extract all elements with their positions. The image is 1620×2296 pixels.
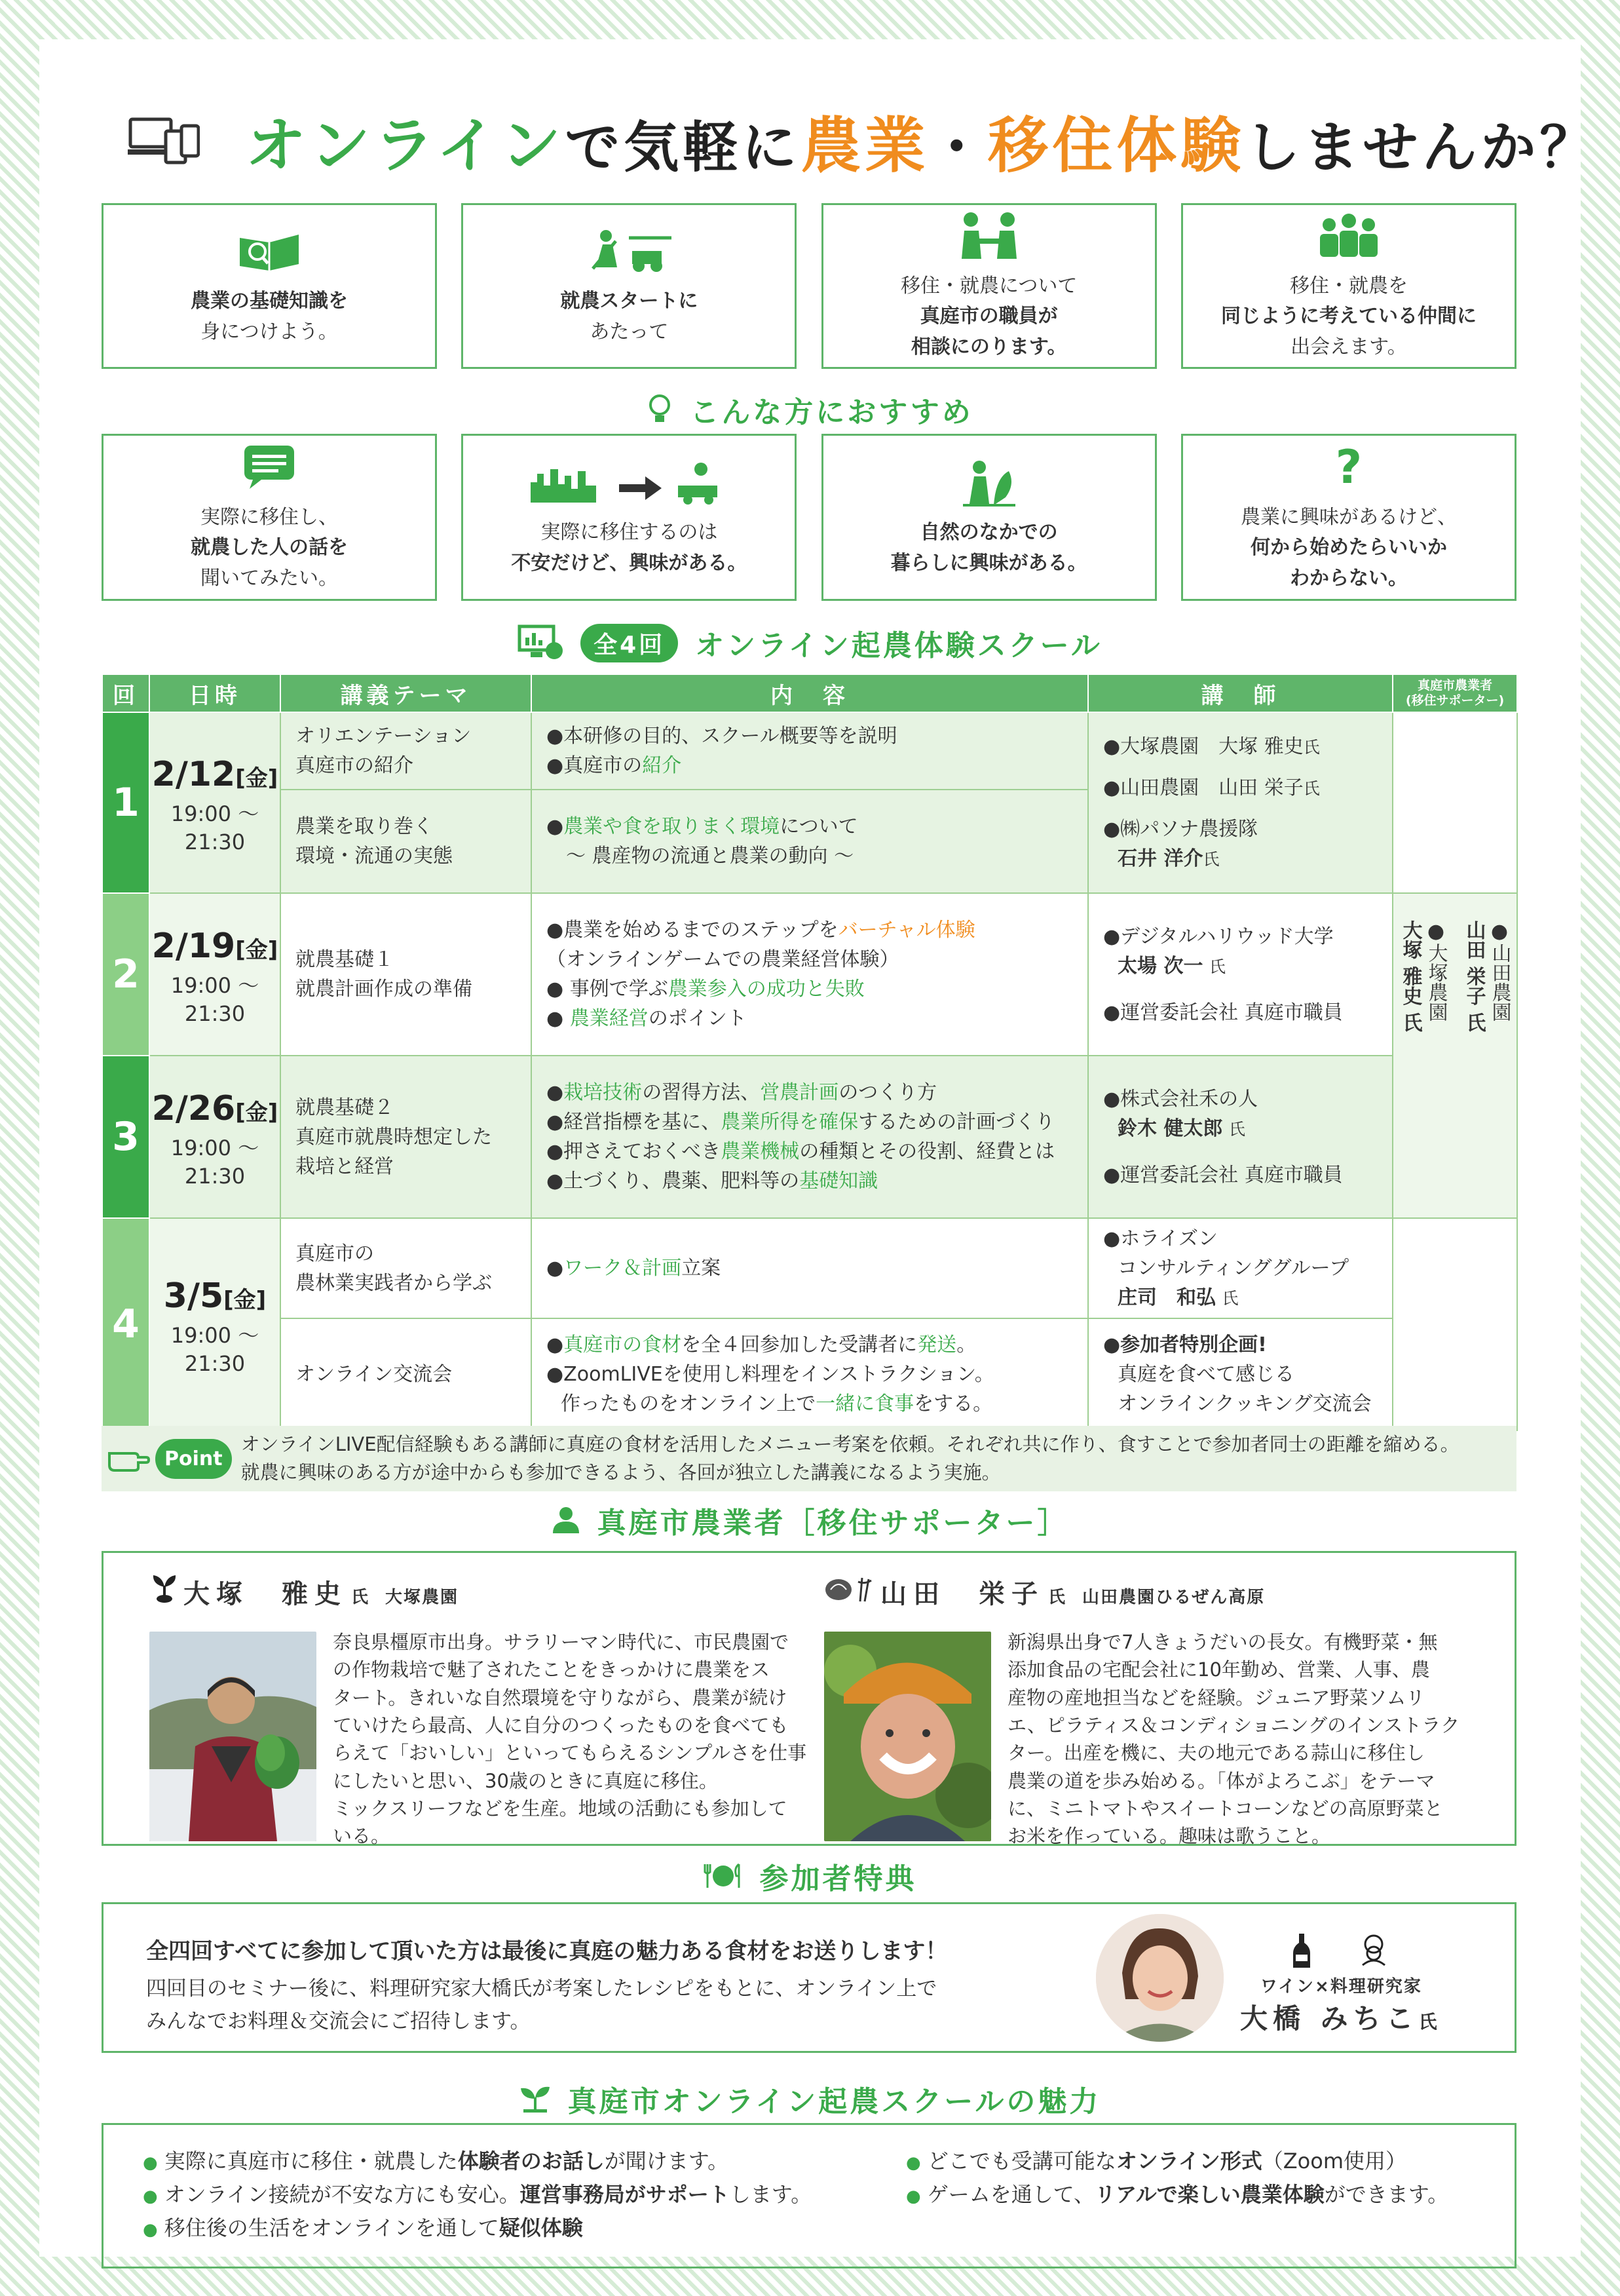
honorific: 氏 [1222, 1289, 1239, 1308]
session-content [531, 1218, 1088, 1318]
farmer-photo-otsuka [149, 1632, 316, 1841]
session-date: 2/19[金] 19:00 〜 21:30 [149, 893, 280, 1056]
content-highlight: ワーク＆計画 [563, 1257, 682, 1280]
session-time-end: 21:30 [184, 1351, 246, 1376]
content-line: ●ZoomLIVEを使用し料理をインストラクション。 [546, 1363, 994, 1386]
content-line: の習得方法、 [642, 1081, 761, 1104]
content-line: ●土づくり、農薬、肥料等の [546, 1170, 800, 1193]
content-highlight: 基礎知識 [799, 1170, 878, 1193]
recommend-2-line-2: 不安だけど、興味がある。 [511, 551, 747, 575]
session-content [531, 712, 1088, 790]
recommend-1-line-2: 就農した人の話を [191, 536, 348, 560]
feature-card [1181, 203, 1516, 369]
lecturer-org: ●運営委託会社 真庭市職員 [1103, 1001, 1343, 1024]
list-item [143, 2145, 812, 2178]
feature-3-line-1: 移住・就農について [900, 274, 1078, 297]
content-line: ● [546, 815, 564, 838]
school-heading [39, 620, 1581, 666]
recommend-card [102, 434, 437, 601]
header-supporter [1393, 674, 1517, 712]
list-item [143, 2211, 812, 2245]
charm-text: オンライン接続が不安な方にも安心。 [164, 2182, 520, 2208]
farmer-bio-otsuka [333, 1628, 831, 1850]
cabbage-icon [824, 1573, 876, 1603]
content-line: ●農業を始めるまでのステップを [546, 919, 838, 942]
feature-1-line-1: 農業の基礎知識を [191, 290, 348, 313]
content-line: ●真庭市の [546, 754, 643, 777]
bio-line: ター。出産を機に、夫の地元である蒜山に移住し [1008, 1742, 1425, 1765]
session-date-value: 2/26 [151, 1088, 236, 1128]
feature-card [461, 203, 797, 369]
table-row [102, 712, 1517, 790]
session-time-end: 21:30 [184, 830, 246, 854]
wine-bottle-icon [1292, 1934, 1311, 1969]
supporter-name: 大塚 雅史 氏 [1399, 920, 1422, 1032]
theme-line: 就農基礎１ [295, 948, 394, 971]
feature-card [102, 203, 437, 369]
recommend-row [102, 434, 1516, 601]
farmer-photo-yamada [824, 1632, 991, 1841]
session-number: 1 [102, 712, 149, 893]
dining-icon [704, 1862, 743, 1890]
bio-line: お米を作っている。趣味は歌うこと。 [1008, 1825, 1331, 1848]
lecturer-org: ●㈱パソナ農援隊 [1103, 818, 1258, 841]
benefit-line: 四回目のセミナー後に、料理研究家大橋氏が考案したレシピをもとに、オンライン上で [146, 1977, 937, 2001]
farmers-heading [39, 1497, 1581, 1543]
list-item [906, 2145, 1448, 2178]
recommend-1-line-3: 聞いてみたい。 [200, 566, 338, 590]
lecturer-name: 庄司 和弘 [1118, 1286, 1216, 1309]
question-mark: ? [1335, 440, 1363, 494]
lecturer-org: ●運営委託会社 真庭市職員 [1103, 1163, 1343, 1187]
special-event-line: オンラインクッキング交流会 [1118, 1392, 1372, 1415]
feature-4-line-2: 同じように考えている仲間に [1220, 305, 1477, 328]
charm-heading [39, 2077, 1581, 2120]
table-row [102, 1056, 1517, 1218]
session-time-end: 21:30 [184, 1164, 246, 1189]
group-icon [1316, 210, 1382, 262]
title-end: しませんか？ [1245, 115, 1599, 180]
content-line: ● 事例で学ぶ [546, 978, 668, 1001]
farmer-profile-otsuka [149, 1573, 824, 1848]
title-migration: 移住体験 [988, 111, 1245, 181]
benefit-heading [39, 1854, 1581, 1897]
point-note [102, 1426, 1516, 1491]
content-line: ●押さえておくべき [546, 1140, 721, 1163]
chef-icon [1357, 1934, 1390, 1966]
content-line: の種類とその役割、経費とは [799, 1140, 1055, 1163]
content-line: ● [546, 1081, 564, 1104]
session-theme [280, 790, 531, 893]
lecturer-org: ●デジタルハリウッド大学 [1103, 925, 1334, 948]
pointing-hand-icon [108, 1445, 150, 1472]
title-agriculture: 農業 [801, 111, 930, 181]
supporter-yamada [1461, 920, 1513, 1191]
bio-line: エ、ピラティス＆コンディショニングのインストラク [1008, 1713, 1460, 1736]
question-icon [1336, 441, 1363, 493]
devices-icon [128, 111, 200, 170]
session-date-value: 2/19 [151, 926, 236, 966]
session-content [531, 1056, 1088, 1218]
charm-box [102, 2123, 1516, 2268]
session-weekday: 金 [233, 1286, 256, 1313]
theme-line: 真庭市の [295, 1242, 374, 1265]
farming-start-icon [583, 225, 675, 277]
supporter-farm: ●大塚農園 [1424, 920, 1448, 1022]
special-event-line: 真庭を食べて感じる [1118, 1363, 1294, 1386]
benefit-line: みんなでお料理＆交流会にご招待します。 [146, 2009, 531, 2033]
page-title [128, 102, 1599, 181]
recommend-3-line-2: 暮らしに興味がある。 [890, 551, 1087, 575]
honorific: 氏 [1209, 957, 1226, 976]
special-event: ●参加者特別企画! [1103, 1333, 1267, 1356]
feature-3-line-2: 真庭市の職員が [920, 305, 1058, 328]
lecturer-org: ●株式会社禾の人 [1103, 1087, 1258, 1111]
charm-text: ゲームを通して、 [927, 2182, 1095, 2208]
content-line: するための計画づくり [858, 1111, 1055, 1134]
bio-line: 産物の産地担当などを経験。ジュニア野菜ソムリ [1008, 1686, 1425, 1709]
session-date: 3/5[金] 19:00 〜 21:30 [149, 1218, 280, 1430]
feature-4-line-3: 出会えます。 [1290, 335, 1407, 358]
theme-line: 栽培と経営 [295, 1155, 394, 1178]
recommend-card [461, 434, 797, 601]
session-time-start: 19:00 〜 [170, 972, 259, 998]
charm-text: （Zoom使用） [1262, 2149, 1407, 2173]
header-content: 内 容 [531, 674, 1088, 712]
honorific: 氏 [1418, 2011, 1442, 2033]
charm-strong: 体験者のお話し [457, 2149, 605, 2173]
vegetable-icon [149, 1573, 179, 1603]
content-line: のポイント [648, 1007, 747, 1030]
content-highlight: 農業機械 [721, 1140, 800, 1163]
honorific: 氏 [1303, 738, 1320, 757]
supporter-cell [1393, 1218, 1517, 1430]
lecturer-name: ●山田農園 山田 栄子 [1103, 776, 1304, 799]
bio-line: タート。きれいな自然環境を守りながら、農業が続け [333, 1686, 787, 1709]
lecturer-org: コンサルティンググループ [1118, 1257, 1349, 1280]
person-icon [552, 1506, 580, 1535]
session-weekday: 金 [245, 1099, 268, 1126]
content-highlight: 紹介 [642, 754, 682, 777]
content-highlight: 栽培技術 [563, 1081, 643, 1104]
recommend-4-line-1: 農業に興味があるけど、 [1240, 505, 1457, 529]
point-line-2: 就農に興味のある方が途中からも参加できるよう、各回が独立した講義になるよう実施。 [240, 1461, 1001, 1483]
farmer-profile-yamada [824, 1573, 1499, 1848]
honorific: 氏 [1303, 779, 1320, 798]
theme-line: 真庭市就農時想定した [295, 1125, 492, 1149]
school-badge: 全4回 [580, 624, 678, 662]
session-lecturers [1088, 1218, 1393, 1318]
chat-icon [243, 441, 295, 493]
farmer-bio-yamada [1008, 1628, 1505, 1850]
theme-line: 真庭市の紹介 [295, 754, 413, 777]
theme-line: 就農基礎２ [295, 1096, 394, 1119]
bio-line: らえて「おいしい」といってもらえるシンプルさを仕事 [333, 1742, 807, 1765]
lecturer-name: ●大塚農園 大塚 雅史 [1103, 735, 1304, 758]
session-content [531, 1318, 1088, 1430]
header-lecturer: 講 師 [1088, 674, 1393, 712]
session-weekday: 金 [245, 765, 268, 792]
chef-name: 大橋 みちこ [1240, 2002, 1419, 2035]
session-lecturers [1088, 712, 1393, 893]
features-row [102, 203, 1516, 369]
sprout-icon [519, 2084, 551, 2113]
session-theme [280, 1218, 531, 1318]
session-date-value: 3/5 [163, 1276, 224, 1316]
content-line: 作ったものをオンライン上で [561, 1392, 816, 1415]
list-item [906, 2178, 1448, 2211]
schedule-table [102, 674, 1518, 1431]
title-dot: ・ [929, 115, 989, 180]
theme-line: 就農計画作成の準備 [295, 978, 472, 1001]
content-highlight: 農業経営 [569, 1007, 649, 1030]
charm-list-right [906, 2145, 1448, 2211]
table-row [102, 893, 1517, 1056]
header-datetime: 日時 [149, 674, 280, 712]
bio-line: ていけたら最高、人に自分のつくったものを食べても [333, 1713, 789, 1736]
benefit-box [102, 1902, 1516, 2053]
session-lecturers [1088, 1056, 1393, 1218]
farmer-name: 山田 栄子 [880, 1579, 1044, 1609]
feature-4-line-1: 移住・就農を [1289, 274, 1408, 297]
book-icon [236, 225, 302, 277]
supporter-cell [1393, 712, 1517, 893]
session-content [531, 893, 1088, 1056]
content-highlight: 農業参入の成功と失敗 [668, 978, 865, 1001]
content-line: （オンラインゲームでの農業経営体験） [546, 948, 899, 971]
lecturer-name: 鈴木 健太郎 [1118, 1117, 1223, 1140]
honorific: 氏 [1203, 850, 1220, 869]
online-lesson-icon [518, 623, 563, 662]
theme-line: 環境・流通の実態 [295, 845, 453, 868]
charm-text: 移住後の生活をオンラインを通して [164, 2215, 499, 2241]
content-line: について [780, 815, 858, 838]
charm-strong: 疑似体験 [499, 2215, 583, 2241]
supporter-name: 山田 栄子 氏 [1462, 920, 1486, 1032]
theme-line: 農業を取り巻く [295, 815, 433, 838]
charm-strong: リアルで楽しい農業体験 [1095, 2182, 1325, 2208]
charm-text: が聞けます。 [604, 2149, 729, 2173]
lecturer-name: 石井 洋介 [1118, 847, 1203, 870]
session-number: 4 [102, 1218, 149, 1430]
bio-line: にしたいと思い、30歳のときに真庭に移住。 [333, 1769, 718, 1792]
point-line-1: オンラインLIVE配信経験もある講師に真庭の食材を活用したメニュー考案を依頼。それぞれ共に作り、食すことで参加者同士の距離を縮める。 [240, 1432, 1460, 1455]
recommend-card [1181, 434, 1516, 601]
session-theme [280, 893, 531, 1056]
recommend-heading [39, 390, 1581, 429]
title-online: オンライン [246, 111, 565, 181]
bio-line: 新潟県出身で7人きょうだいの長女。有機野菜・無 [1008, 1631, 1438, 1653]
session-weekday: 金 [245, 936, 268, 963]
charm-text: ができます。 [1324, 2182, 1449, 2208]
point-badge: Point [155, 1439, 232, 1479]
charm-strong: 運営事務局がサポート [519, 2182, 730, 2208]
content-highlight: 発送 [917, 1333, 957, 1356]
content-line: ●本研修の目的、スクール概要等を説明 [546, 725, 897, 748]
content-highlight: 農業や食を取りまく環境 [563, 815, 780, 838]
benefit-lead: 全四回すべてに参加して頂いた方は最後に真庭の魅力ある食材をお送りします！ [146, 1938, 948, 1964]
session-number: 3 [102, 1056, 149, 1218]
bio-line: に、ミニトマトやスイートコーンなどの高原野菜と [1008, 1797, 1443, 1820]
consult-icon [956, 210, 1022, 262]
table-row [102, 1218, 1517, 1318]
session-content [531, 790, 1088, 893]
recommend-2-line-1: 実際に移住するのは [540, 521, 718, 544]
feature-2-line-1: 就農スタートに [560, 290, 698, 313]
bio-line: 奈良県橿原市出身。サラリーマン時代に、市民農園で [333, 1631, 789, 1653]
lecturer-name: 太場 次一 [1118, 954, 1203, 978]
city-to-farm-icon [531, 456, 727, 508]
supporter-cell [1393, 893, 1517, 1218]
recommend-card [821, 434, 1157, 601]
session-time-end: 21:30 [184, 1001, 246, 1026]
session-time-start: 19:00 〜 [170, 1322, 259, 1348]
school-title: オンライン起農体験スクール [695, 629, 1102, 662]
recommend-4-line-2: 何から始めたらいいか [1250, 536, 1447, 560]
content-line: 。 [956, 1333, 977, 1356]
bio-line: 添加食品の宅配会社に10年勤め、営業、人事、農 [1008, 1658, 1430, 1681]
chef-info [1240, 1934, 1442, 2037]
session-date: 2/26[金] 19:00 〜 21:30 [149, 1056, 280, 1218]
content-line: 〜 農産物の流通と農業の動向 〜 [546, 845, 854, 868]
header-theme: 講義テーマ [280, 674, 531, 712]
content-line: 立案 [681, 1257, 721, 1280]
farm-name: 大塚農園 [385, 1588, 459, 1607]
honorific: 氏 [1048, 1588, 1067, 1607]
lightbulb-icon [647, 393, 673, 426]
charm-list-left [143, 2145, 812, 2246]
feature-3-line-3: 相談にのります。 [911, 335, 1067, 358]
content-line: をする。 [914, 1392, 993, 1415]
content-highlight: バーチャル体験 [838, 919, 975, 942]
feature-2-line-2: あたって [590, 320, 669, 343]
table-header [102, 674, 1517, 712]
session-date: 2/12[金] 19:00 〜 21:30 [149, 712, 280, 893]
content-highlight: 農業所得を確保 [721, 1111, 859, 1134]
theme-line: 農林業実践者から学ぶ [295, 1271, 492, 1295]
session-lecturers [1088, 1318, 1393, 1430]
header-supporter-line-2: (移住サポーター) [1405, 693, 1505, 708]
bio-line: ミックスリーフなどを生産。地域の活動にも参加して [333, 1797, 787, 1820]
charm-text: 実際に真庭市に移住・就農した [164, 2149, 458, 2173]
session-time-start: 19:00 〜 [170, 801, 259, 826]
feature-card [821, 203, 1157, 369]
farm-name: 山田農園ひるぜん高原 [1082, 1588, 1266, 1607]
theme-line: オリエンテーション [295, 725, 472, 748]
charm-title: 真庭市オンライン起農スクールの魅力 [567, 2084, 1101, 2118]
content-highlight: 真庭市の食材 [563, 1333, 682, 1356]
content-line: ●経営指標を基に、 [546, 1111, 721, 1134]
recommend-4-line-3: わからない。 [1289, 566, 1408, 590]
content-highlight: 一緒に食事 [816, 1392, 914, 1415]
title-part: で気軽に [565, 115, 801, 180]
nature-icon [960, 456, 1019, 508]
supporter-otsuka [1398, 920, 1449, 1191]
bio-line: いる。 [333, 1825, 390, 1848]
chef-photo [1096, 1914, 1224, 2042]
session-number: 2 [102, 893, 149, 1056]
content-line: ● [546, 1257, 564, 1280]
benefit-title: 参加者特典 [759, 1862, 917, 1896]
chef-role: ワイン×料理研究家 [1260, 1977, 1422, 1997]
content-line: ● [546, 1333, 564, 1356]
farmers-box [102, 1551, 1516, 1846]
recommend-title: こんな方におすすめ [690, 396, 973, 429]
lecturer-org: ●ホライズン [1103, 1227, 1218, 1250]
flyer-sheet [39, 39, 1599, 2257]
session-lecturers [1088, 893, 1393, 1056]
supporter-farm: ●山田農園 [1488, 920, 1511, 1022]
recommend-3-line-1: 自然のなかでの [920, 521, 1058, 544]
header-round: 回 [102, 674, 149, 712]
session-theme [280, 1056, 531, 1218]
session-time-start: 19:00 〜 [170, 1135, 259, 1160]
table-row [102, 1318, 1517, 1430]
feature-1-line-2: 身につけよう。 [200, 320, 338, 343]
honorific: 氏 [1229, 1119, 1246, 1139]
session-date-value: 2/12 [151, 754, 236, 794]
farmer-name: 大塚 雅史 [183, 1579, 347, 1609]
content-line: ● [546, 1007, 570, 1030]
recommend-1-line-1: 実際に移住し、 [200, 505, 338, 529]
bio-line: の作物栽培で魅了されたことをきっかけに農業をス [333, 1658, 770, 1681]
charm-text: どこでも受講可能な [927, 2149, 1116, 2173]
charm-strong: オンライン形式 [1116, 2149, 1262, 2173]
farmers-title: 真庭市農業者［移住サポーター］ [597, 1506, 1069, 1540]
header-supporter-line-1: 真庭市農業者 [1417, 678, 1492, 693]
content-highlight: 営農計画 [760, 1081, 839, 1104]
charm-text: します。 [729, 2182, 812, 2208]
session-theme [280, 712, 531, 790]
honorific: 氏 [351, 1588, 370, 1607]
content-line: のつくり方 [838, 1081, 937, 1104]
session-theme [280, 1318, 531, 1430]
bio-line: 農業の道を歩み始める。「体がよろこぶ」をテーマ [1008, 1769, 1435, 1792]
theme-line: オンライン交流会 [295, 1363, 453, 1386]
list-item [143, 2178, 812, 2211]
content-line: を全４回参加した受講者に [681, 1333, 918, 1356]
